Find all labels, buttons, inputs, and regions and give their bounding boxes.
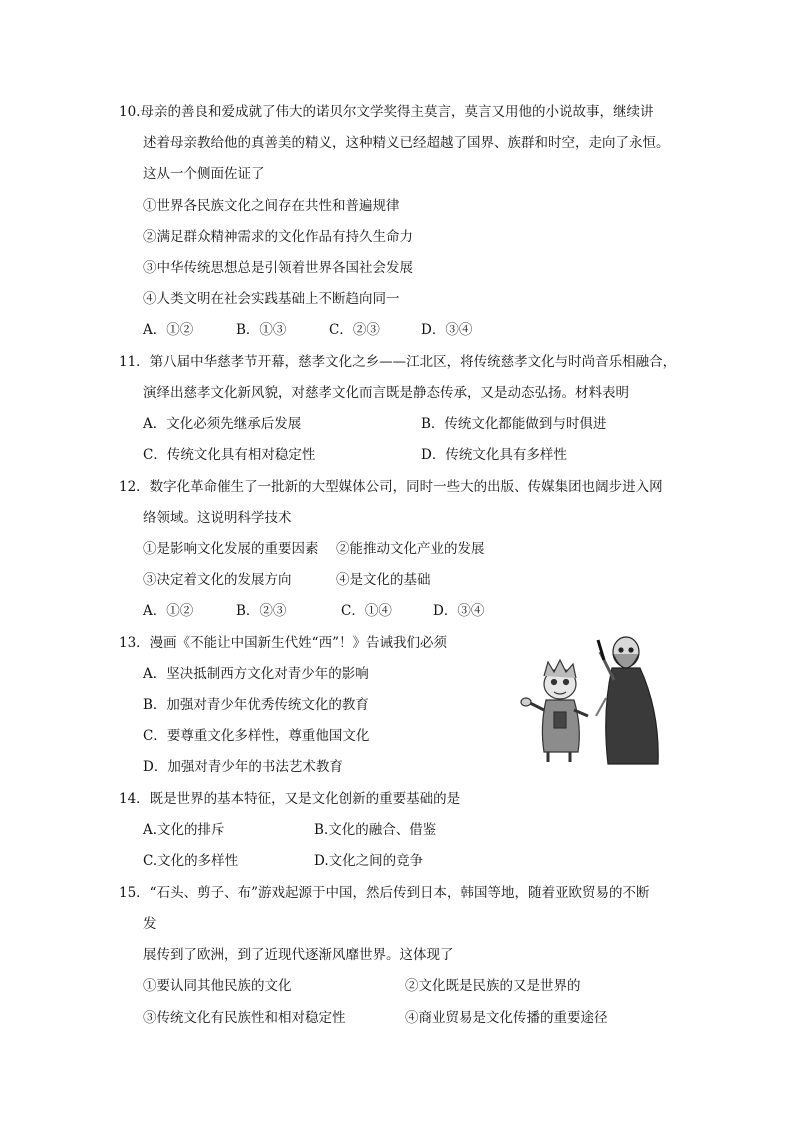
q15-item-3: ③传统文化有民族性和相对稳定性 [143,1010,346,1026]
q11-option-c: C．传统文化具有相对稳定性 [143,447,316,463]
q11-stem-line-1: 11．第八届中华慈孝节开幕，慈孝文化之乡——江北区，将传统慈孝文化与时尚音乐相融合， [119,354,677,370]
q12-item-1: ①是影响文化发展的重要因素 [143,541,319,557]
q12-stem-line-1: 12．数字化革命催生了一批新的大型媒体公司，同时一些大的出版、传媒集团也阔步进入网 [119,479,663,495]
q14-stem: 14．既是世界的基本特征，又是文化创新的重要基础的是 [119,791,461,807]
cartoon-illustration [518,632,668,767]
q13-option-a: A．坚决抵制西方文化对青少年的影响 [143,666,369,682]
q12-option-d: D．③④ [433,603,485,619]
q11-option-d: D．传统文化具有多样性 [421,447,567,463]
q13-option-d: D．加强对青少年的书法艺术教育 [143,759,343,775]
q10-option-b: B．①③ [236,322,287,338]
q13-option-b: B．加强对青少年优秀传统文化的教育 [143,697,369,713]
q11-stem-line-2: 演绎出慈孝文化新风貌，对慈孝文化而言既是静态传承，又是动态弘扬。材料表明 [143,385,629,401]
q10-option-a: A．①② [143,322,194,338]
q13-stem: 13．漫画《不能让中国新生代姓“西”！》告诫我们必须 [119,635,447,651]
q15-stem-line-3: 展传到了欧洲，到了近现代逐渐风靡世界。这体现了 [143,947,454,963]
q10-stem-line-1: 10.母亲的善良和爱成就了伟大的诺贝尔文学奖得主莫言，莫言又用他的小说故事，继续讲 [119,104,654,120]
q10-option-d: D．③④ [421,322,473,338]
q10-item-3: ③中华传统思想总是引领着世界各国社会发展 [143,260,413,276]
q14-option-a: A.文化的排斥 [143,822,225,838]
q12-stem-line-2: 络领域。这说明科学技术 [143,510,292,526]
q14-option-b: B.文化的融合、借鉴 [314,822,437,838]
q10-item-4: ④人类文明在社会实践基础上不断趋向同一 [143,291,400,307]
q10-stem-line-3: 这从一个侧面佐证了 [143,166,265,182]
q15-stem-line-2: 发 [143,916,157,932]
q12-option-a: A．①② [143,603,194,619]
q14-option-d: D.文化之间的竞争 [314,853,424,869]
q10-option-c: C．②③ [329,322,380,338]
q15-item-1: ①要认同其他民族的文化 [143,978,292,994]
q14-option-c: C.文化的多样性 [143,853,239,869]
q15-stem-line-1: 15．“石头、剪子、布”游戏起源于中国，然后传到日本，韩国等地，随着亚欧贸易的不断 [119,885,650,901]
q12-item-2: ②能推动文化产业的发展 [336,541,485,557]
q15-item-4: ④商业贸易是文化传播的重要途径 [405,1010,608,1026]
q15-item-2: ②文化既是民族的又是世界的 [405,978,581,994]
q10-item-2: ②满足群众精神需求的文化作品有持久生命力 [143,229,413,245]
q11-option-a: A．文化必须先继承后发展 [143,416,302,432]
q13-option-c: C．要尊重文化多样性，尊重他国文化 [143,728,370,744]
q11-option-b: B．传统文化都能做到与时俱进 [421,416,607,432]
elder-figure [596,637,658,764]
q12-item-4: ④是文化的基础 [336,572,431,588]
q12-option-c: C．①④ [341,603,392,619]
q10-stem-line-2: 述着母亲教给他的真善美的精义，这种精义已经超越了国界、族群和时空，走向了永恒。 [143,135,670,151]
child-figure [521,660,588,762]
q12-item-3: ③决定着文化的发展方向 [143,572,292,588]
q12-option-b: B．②③ [236,603,287,619]
q10-item-1: ①世界各民族文化之间存在共性和普遍规律 [143,198,400,214]
